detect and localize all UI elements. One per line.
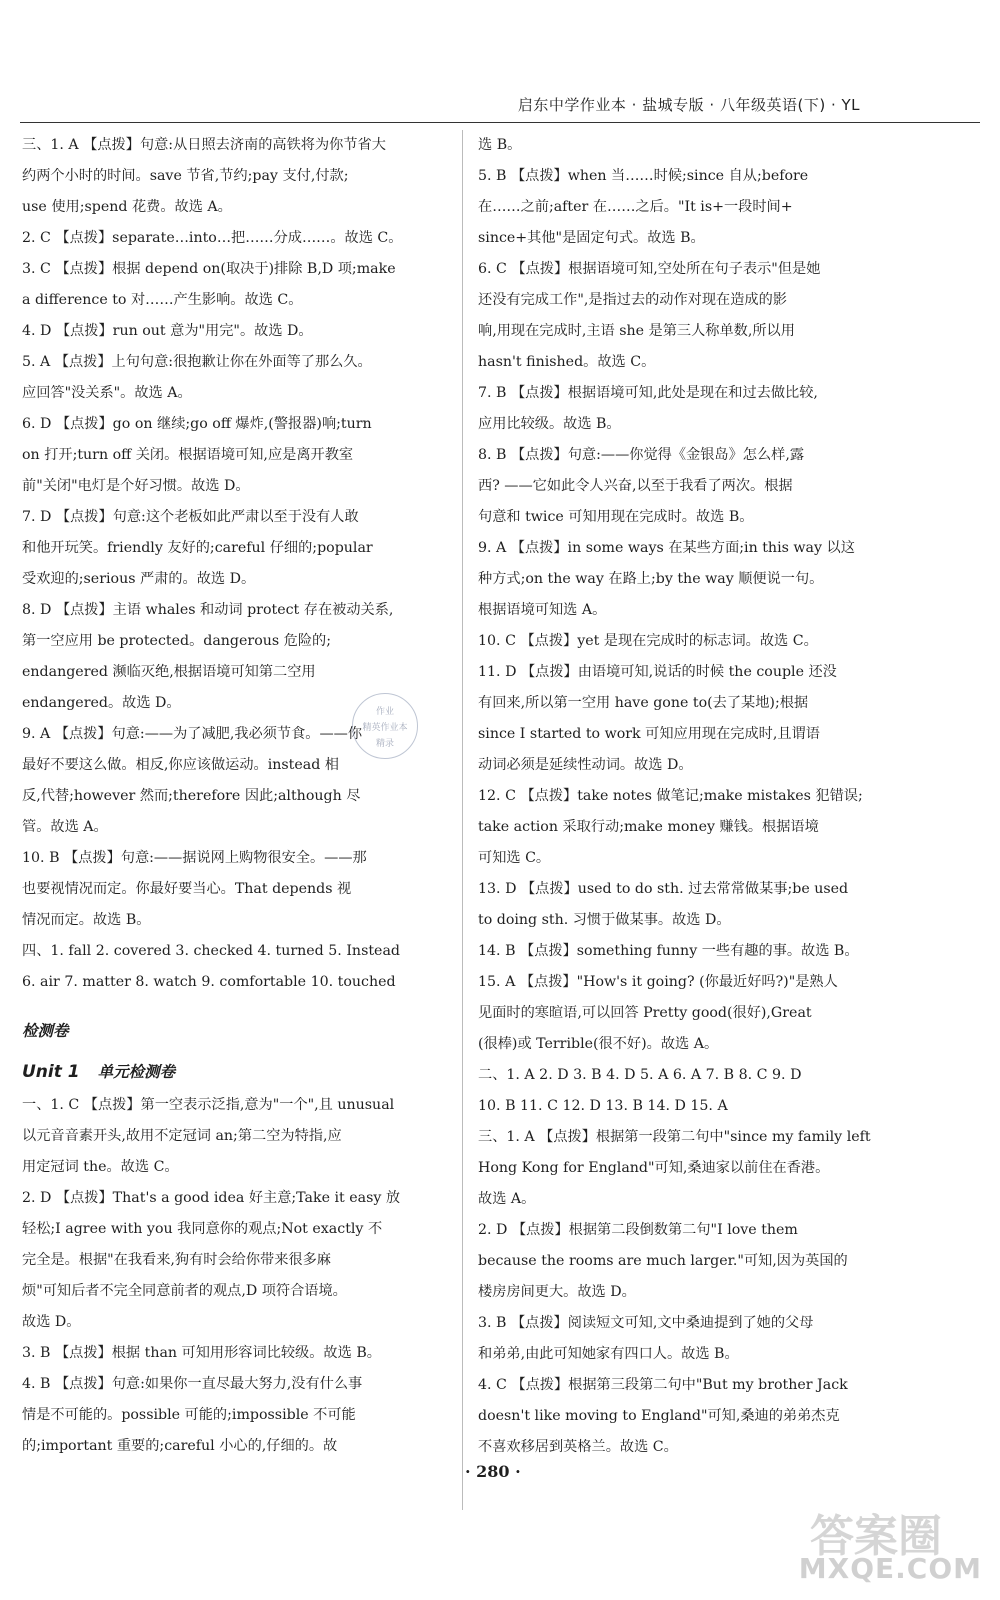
- answer-line: 15. A 【点拨】"How's it going? (你最近好吗?)"是熟人: [478, 974, 838, 990]
- answer-line: 选 B。: [478, 137, 522, 153]
- answer-line: to doing sth. 习惯于做某事。故选 D。: [478, 912, 731, 928]
- answer-line: 和他开玩笑。friendly 友好的;careful 仔细的;popular: [22, 540, 373, 556]
- answer-line: 烦"可知后者不完全同意前者的观点,D 项符合语境。: [22, 1283, 347, 1299]
- answer-line: 有回来,所以第一空用 have gone to(去了某地);根据: [478, 695, 809, 711]
- answer-line: 最好不要这么做。相反,你应该做运动。instead 相: [22, 757, 339, 773]
- header-title: 启东中学作业本 · 盐城专版 · 八年级英语(下) · YL: [517, 96, 860, 114]
- answer-line: 13. D 【点拨】used to do sth. 过去常常做某事;be used: [478, 881, 849, 897]
- watermark-text: MXQE.COM: [798, 1552, 982, 1585]
- answer-line: hasn't finished。故选 C。: [478, 354, 656, 370]
- answer-line: 还没有完成工作",是指过去的动作对现在造成的影: [478, 292, 787, 308]
- answer-line: 7. D 【点拨】句意:这个老板如此严肃以至于没有人敢: [22, 509, 359, 525]
- answer-line: 情况而定。故选 B。: [22, 912, 151, 928]
- answer-line: 和弟弟,由此可知她家有四口人。故选 B。: [478, 1346, 739, 1362]
- answer-line: 3. B 【点拨】根据 than 可知用形容词比较级。故选 B。: [22, 1345, 381, 1361]
- answer-line: on 打开;turn off 关闭。根据语境可知,应是离开教室: [22, 447, 354, 463]
- answer-line: 故选 D。: [22, 1314, 81, 1330]
- answer-line: 句意和 twice 可知用现在完成时。故选 B。: [478, 509, 754, 525]
- answer-line: 4. B 【点拨】句意:如果你一直尽最大努力,没有什么事: [22, 1376, 363, 1392]
- answer-line: because the rooms are much larger."可知,因为英国的: [478, 1253, 848, 1269]
- answer-line: 3. B 【点拨】阅读短文可知,文中桑迪提到了她的父母: [478, 1315, 814, 1331]
- answer-line: 10. B 【点拨】句意:——据说网上购物很安全。——那: [22, 850, 367, 866]
- answer-line: 10. C 【点拨】yet 是现在完成时的标志词。故选 C。: [478, 633, 818, 649]
- answer-line: take action 采取行动;make money 赚钱。根据语境: [478, 819, 819, 835]
- answer-line: 动词必须是延续性动词。故选 D。: [478, 757, 693, 773]
- answer-line: 5. B 【点拨】when 当……时候;since 自从;before: [478, 168, 809, 184]
- answer-line: 轻松;I agree with you 我同意你的观点;Not exactly 不: [22, 1221, 383, 1237]
- answer-line: 5. A 【点拨】上句句意:很抱歉让你在外面等了那么久。: [22, 354, 372, 370]
- stamp-text-bottom: 精录: [375, 739, 394, 749]
- right-column: [478, 130, 913, 1463]
- stamp-text-mid: 精英作业本: [362, 723, 408, 733]
- answer-line: 也要视情况而定。你最好要当心。That depends 视: [22, 881, 352, 897]
- column-divider: [462, 130, 463, 1510]
- answer-line: 在……之前;after 在……之后。"It is+一段时间+: [478, 199, 793, 215]
- watermark: [782, 1500, 982, 1595]
- answer-line: 6. air 7. matter 8. watch 9. comfortable 10. touched: [22, 974, 396, 990]
- answer-line: 的;important 重要的;careful 小心的,仔细的。故: [22, 1438, 338, 1454]
- answer-line: 响,用现在完成时,主语 she 是第三人称单数,所以用: [478, 323, 795, 339]
- left-column: [22, 130, 447, 1462]
- answer-line: 4. D 【点拨】run out 意为"用完"。故选 D。: [22, 323, 313, 339]
- answer-line: since+其他"是固定句式。故选 B。: [478, 230, 705, 246]
- answer-line: 2. C 【点拨】separate…into…把……分成……。故选 C。: [22, 230, 403, 246]
- answer-line: 受欢迎的;serious 严肃的。故选 D。: [22, 571, 256, 587]
- answer-line: 完全是。根据"在我看来,狗有时会给你带来很多麻: [22, 1252, 331, 1268]
- unit-title: 单元检测卷: [97, 1063, 176, 1081]
- answer-line: 6. D 【点拨】go on 继续;go off 爆炸,(警报器)响;turn: [22, 416, 372, 432]
- answer-line: 8. D 【点拨】主语 whales 和动词 protect 存在被动关系,: [22, 602, 394, 618]
- answers-block-1: [22, 130, 447, 998]
- answer-line: since I started to work 可知应用现在完成时,且谓语: [478, 726, 820, 742]
- answer-line: 约两个小时的时间。save 节省,节约;pay 支付,付款;: [22, 168, 349, 184]
- answer-line: 14. B 【点拨】something funny 一些有趣的事。故选 B。: [478, 943, 859, 959]
- answer-line: 不喜欢移居到英格兰。故选 C。: [478, 1439, 678, 1455]
- answer-line: 见面时的寒暄语,可以回答 Pretty good(很好),Great: [478, 1005, 812, 1021]
- answer-line: 二、1. A 2. D 3. B 4. D 5. A 6. A 7. B 8. C 9. D: [478, 1067, 802, 1083]
- answer-line: 9. A 【点拨】in some ways 在某些方面;in this way 以这: [478, 540, 855, 556]
- answer-line: doesn't like moving to England"可知,桑迪的弟弟杰克: [478, 1408, 840, 1424]
- answer-line: endangered。故选 D。: [22, 695, 181, 711]
- answer-line: 前"关闭"电灯是个好习惯。故选 D。: [22, 478, 250, 494]
- answer-line: use 使用;spend 花费。故选 A。: [22, 199, 232, 215]
- answer-line: endangered 濒临灭绝,根据语境可知第二空用: [22, 664, 316, 680]
- answer-line: 3. C 【点拨】根据 depend on(取决于)排除 B,D 项;make: [22, 261, 396, 277]
- answer-line: a difference to 对……产生影响。故选 C。: [22, 292, 303, 308]
- answer-line: 应用比较级。故选 B。: [478, 416, 621, 432]
- unit-label: Unit 1: [22, 1062, 80, 1082]
- answer-line: 以元音音素开头,故用不定冠词 an;第二空为特指,应: [22, 1128, 342, 1144]
- answer-line: 6. C 【点拨】根据语境可知,空处所在句子表示"但是她: [478, 261, 821, 277]
- answer-line: 应回答"没关系"。故选 A。: [22, 385, 192, 401]
- answer-line: 情是不可能的。possible 可能的;impossible 不可能: [22, 1407, 356, 1423]
- watermark-logo: 答案圈: [810, 1511, 942, 1562]
- answer-line: 三、1. A 【点拨】根据第一段第二句中"since my family left: [478, 1129, 871, 1145]
- answer-line: 管。故选 A。: [22, 819, 108, 835]
- stamp-text-top: 作业: [375, 707, 394, 717]
- answer-line: 9. A 【点拨】句意:——为了减肥,我必须节食。——你: [22, 726, 363, 742]
- answer-line: (很棒)或 Terrible(很不好)。故选 A。: [478, 1036, 719, 1052]
- answer-line: 2. D 【点拨】That's a good idea 好主意;Take it easy 放: [22, 1190, 401, 1206]
- answer-line: 可知选 C。: [478, 850, 551, 866]
- answer-line: Hong Kong for England"可知,桑迪家以前住在香港。: [478, 1160, 830, 1176]
- stamp-seal: [352, 693, 418, 759]
- section-title: 检测卷: [22, 1022, 69, 1040]
- answer-line: 10. B 11. C 12. D 13. B 14. D 15. A: [478, 1098, 728, 1114]
- answers-block-2: [22, 1090, 447, 1462]
- answer-line: 4. C 【点拨】根据第三段第二句中"But my brother Jack: [478, 1377, 848, 1393]
- answer-line: 故选 A。: [478, 1191, 536, 1207]
- answer-line: 2. D 【点拨】根据第二段倒数第二句"I love them: [478, 1222, 798, 1238]
- answer-line: 第一空应用 be protected。dangerous 危险的;: [22, 633, 332, 649]
- answer-line: 12. C 【点拨】take notes 做笔记;make mistakes 犯错误;: [478, 788, 863, 804]
- answer-line: 楼房房间更大。故选 D。: [478, 1284, 636, 1300]
- answer-line: 四、1. fall 2. covered 3. checked 4. turned 5. Instead: [22, 943, 400, 959]
- page-number: · 280 ·: [465, 1462, 521, 1481]
- answer-line: 用定冠词 the。故选 C。: [22, 1159, 179, 1175]
- answer-line: 反,代替;however 然而;therefore 因此;although 尽: [22, 788, 361, 804]
- answer-line: 西? ——它如此令人兴奋,以至于我看了两次。根据: [478, 478, 793, 494]
- answer-line: 根据语境可知选 A。: [478, 602, 607, 618]
- answer-line: 8. B 【点拨】句意:——你觉得《金银岛》怎么样,露: [478, 447, 805, 463]
- answer-line: 一、1. C 【点拨】第一空表示泛指,意为"一个",且 unusual: [22, 1097, 395, 1113]
- page-header: [20, 92, 980, 123]
- answer-line: 7. B 【点拨】根据语境可知,此处是现在和过去做比较,: [478, 385, 818, 401]
- answer-line: 种方式;on the way 在路上;by the way 顺便说一句。: [478, 571, 824, 587]
- answer-line: 11. D 【点拨】由语境可知,说话的时候 the couple 还没: [478, 664, 837, 680]
- unit-heading: [22, 1057, 447, 1088]
- answer-line: 三、1. A 【点拨】句意:从日照去济南的高铁将为你节省大: [22, 137, 386, 153]
